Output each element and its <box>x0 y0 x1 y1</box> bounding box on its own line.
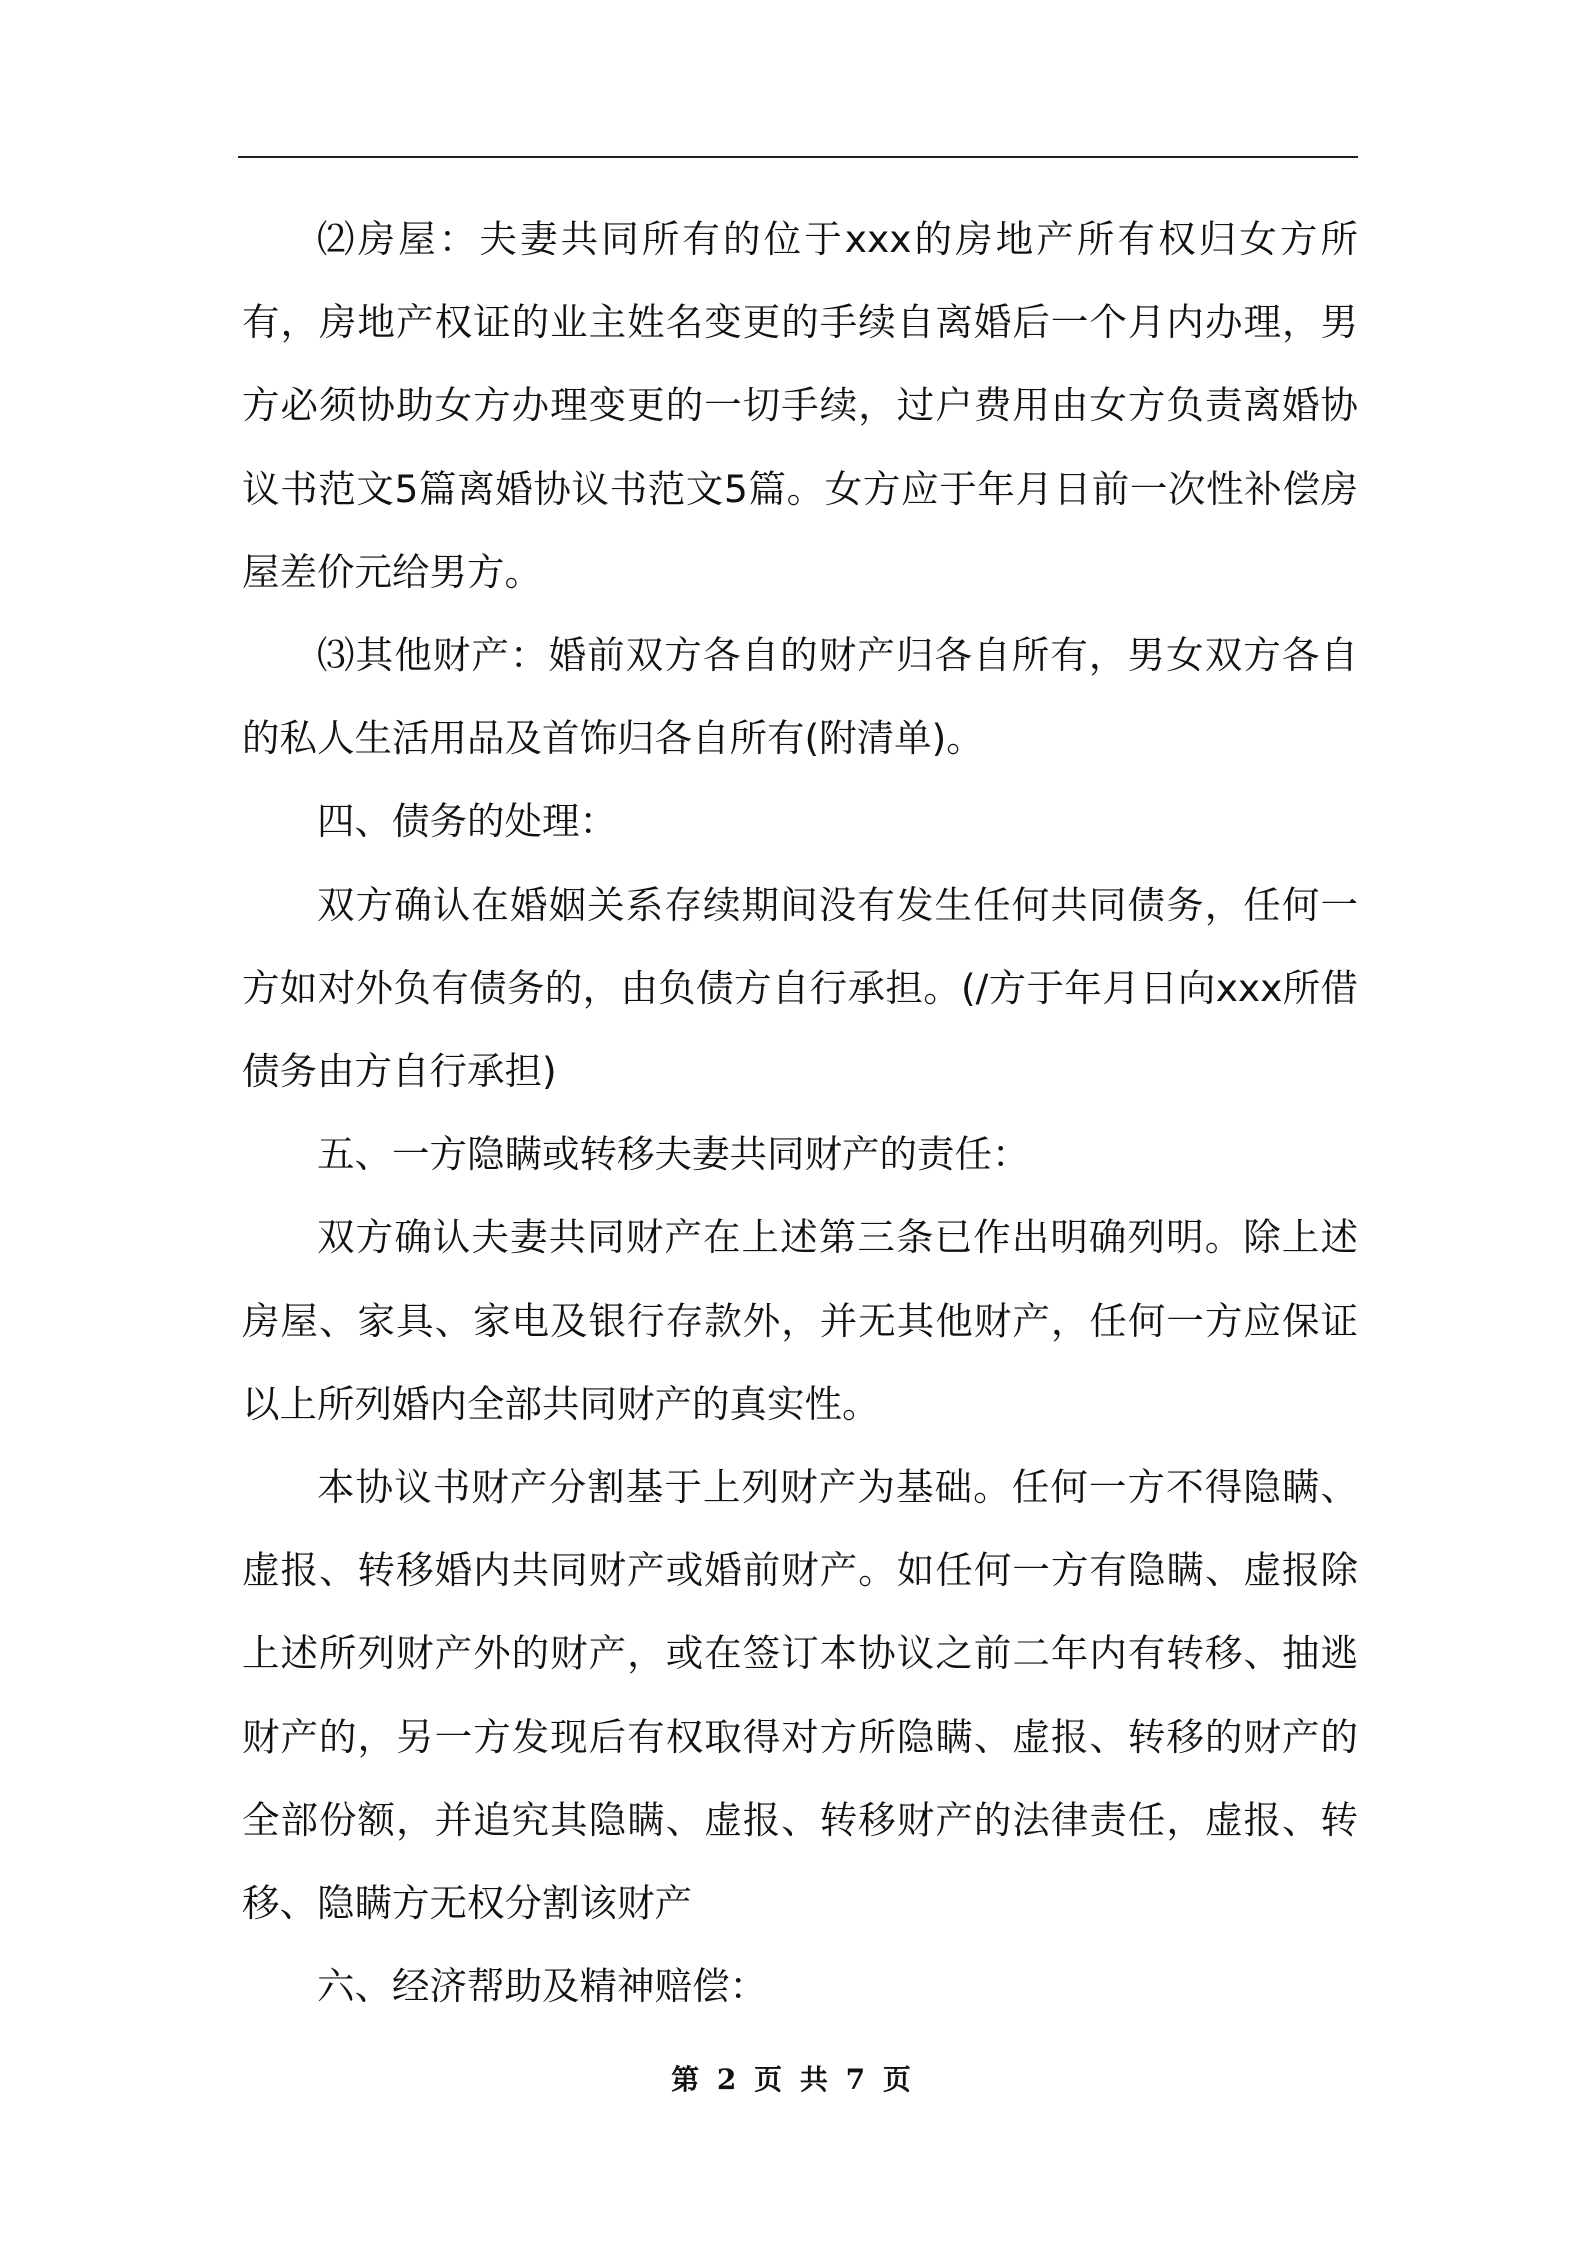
section-heading-compensation: 六、经济帮助及精神赔偿： <box>317 1964 767 2009</box>
paragraph-debt: 双方确认在婚姻关系存续期间没有发生任何共同债务，任何一方如对外负有债务的，由负债方自行承担。(/方于年月日向xxx所借债务由方自行承担) <box>242 882 1358 1094</box>
page-number: 第 2 页 共 7 页 <box>671 2063 915 2096</box>
paragraph-concealment-liability: 本协议书财产分割基于上列财产为基础。任何一方不得隐瞒、虚报、转移婚内共同财产或婚前财产。如任何一方有隐瞒、虚报除上述所列财产外的财产，或在签订本协议之前二年内有转移、抽逃财产的，另一方发现后有权取得对方所隐瞒、虚报、转移的财产的全部份额，并追究其隐瞒、虚报、转移财产的法律责任，虚报、转移、隐瞒方无权分割该财产 <box>242 1465 1358 1926</box>
paragraph-house: ⑵房屋：夫妻共同所有的位于xxx的房地产所有权归女方所有，房地产权证的业主姓名变更的手续自离婚后一个月内办理，男方必须协助女方办理变更的一切手续，过户费用由女方负责离婚协议书范文5篇离婚协议书范文5篇。女方应于年月日前一次性补偿房屋差价元给男方。 <box>242 217 1358 594</box>
paragraph-joint-property-confirmation: 双方确认夫妻共同财产在上述第三条已作出明确列明。除上述房屋、家具、家电及银行存款外，并无其他财产，任何一方应保证以上所列婚内全部共同财产的真实性。 <box>242 1215 1358 1426</box>
header-rule <box>238 156 1358 158</box>
document-body <box>242 198 1358 2028</box>
section-heading-concealment: 五、一方隐瞒或转移夫妻共同财产的责任： <box>317 1132 1030 1177</box>
paragraph-other-property: ⑶其他财产：婚前双方各自的财产归各自所有，男女双方各自的私人生活用品及首饰归各自所有(附清单)。 <box>242 633 1358 761</box>
section-heading-debt: 四、债务的处理： <box>317 799 617 844</box>
